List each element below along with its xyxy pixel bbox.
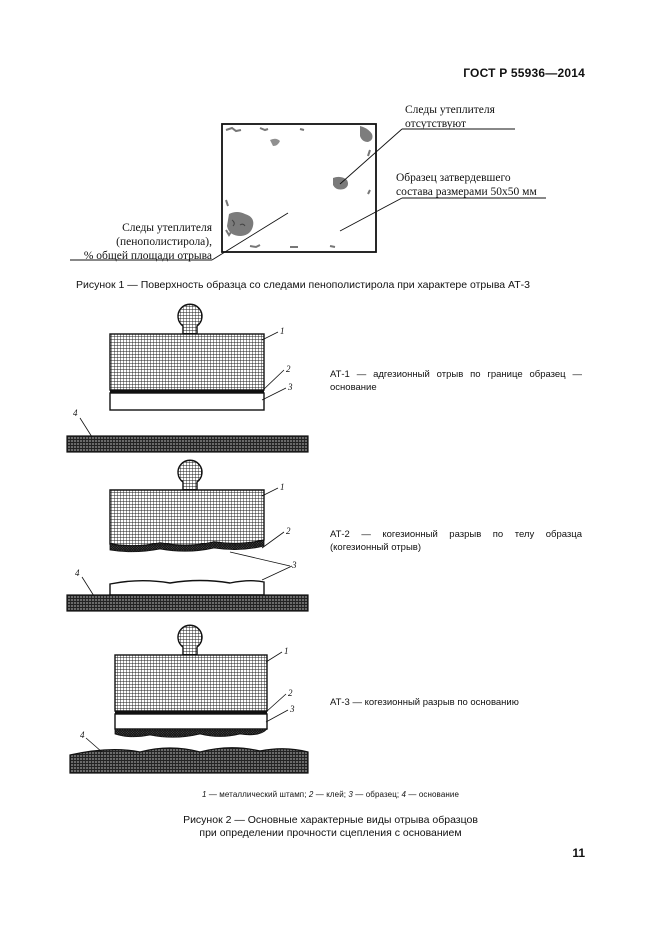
num-1-at1: 1 (280, 326, 285, 336)
num-2-at2: 2 (286, 526, 291, 536)
at2-diagram (67, 460, 308, 611)
num-4-at1: 4 (73, 408, 78, 418)
num-4-at2: 4 (75, 568, 80, 578)
num-2-at1: 2 (286, 364, 291, 374)
label-traces-line3: % общей площади отрыва (83, 250, 212, 262)
at1-description: АТ-1 — адгезионный отрыв по границе образец — основание (330, 369, 582, 393)
num-1-at2: 1 (280, 482, 285, 492)
label-no-traces-line1: Следы утеплителя (405, 104, 495, 116)
num-2-at3: 2 (288, 688, 293, 698)
at1-diagram (67, 304, 308, 452)
at2-description: АТ-2 — когезионный разрыв по телу образца (когезионный отрыв) (330, 529, 582, 553)
num-3-at3: 3 (290, 704, 295, 714)
figure-1-caption: Рисунок 1 — Поверхность образца со следами пенополистирола при характере отрыва АТ-3 (76, 279, 530, 291)
num-3-at1: 3 (288, 382, 293, 392)
figure-2-caption (0, 814, 661, 840)
label-no-traces-line2: отсутствуют (405, 118, 467, 130)
figure-2-caption-line1: Рисунок 2 — Основные характерные виды отрыва образцов (183, 814, 478, 826)
sample-surface (222, 124, 376, 252)
page-number: 11 (572, 846, 585, 860)
at3-diagram (70, 625, 308, 773)
num-4-at3: 4 (80, 730, 85, 740)
label-traces-line1: Следы утеплителя (122, 222, 212, 234)
label-sample-line1: Образец затвердевшего (396, 172, 511, 184)
num-3-at2: 3 (292, 560, 297, 570)
figure-2-caption-line2: при определении прочности сцепления с основанием (199, 827, 462, 839)
label-traces-line2: (пенополистирола), (116, 236, 212, 248)
at3-description: АТ-3 — когезионный разрыв по основанию (330, 697, 519, 708)
num-1-at3: 1 (284, 646, 289, 656)
figure-2-legend: 1 — металлический штамп; 2 — клей; 3 — образец; 4 — основание (201, 790, 460, 799)
label-sample-line2: состава размерами 50х50 мм (396, 186, 537, 198)
document-header: ГОСТ Р 55936—2014 (463, 66, 585, 80)
